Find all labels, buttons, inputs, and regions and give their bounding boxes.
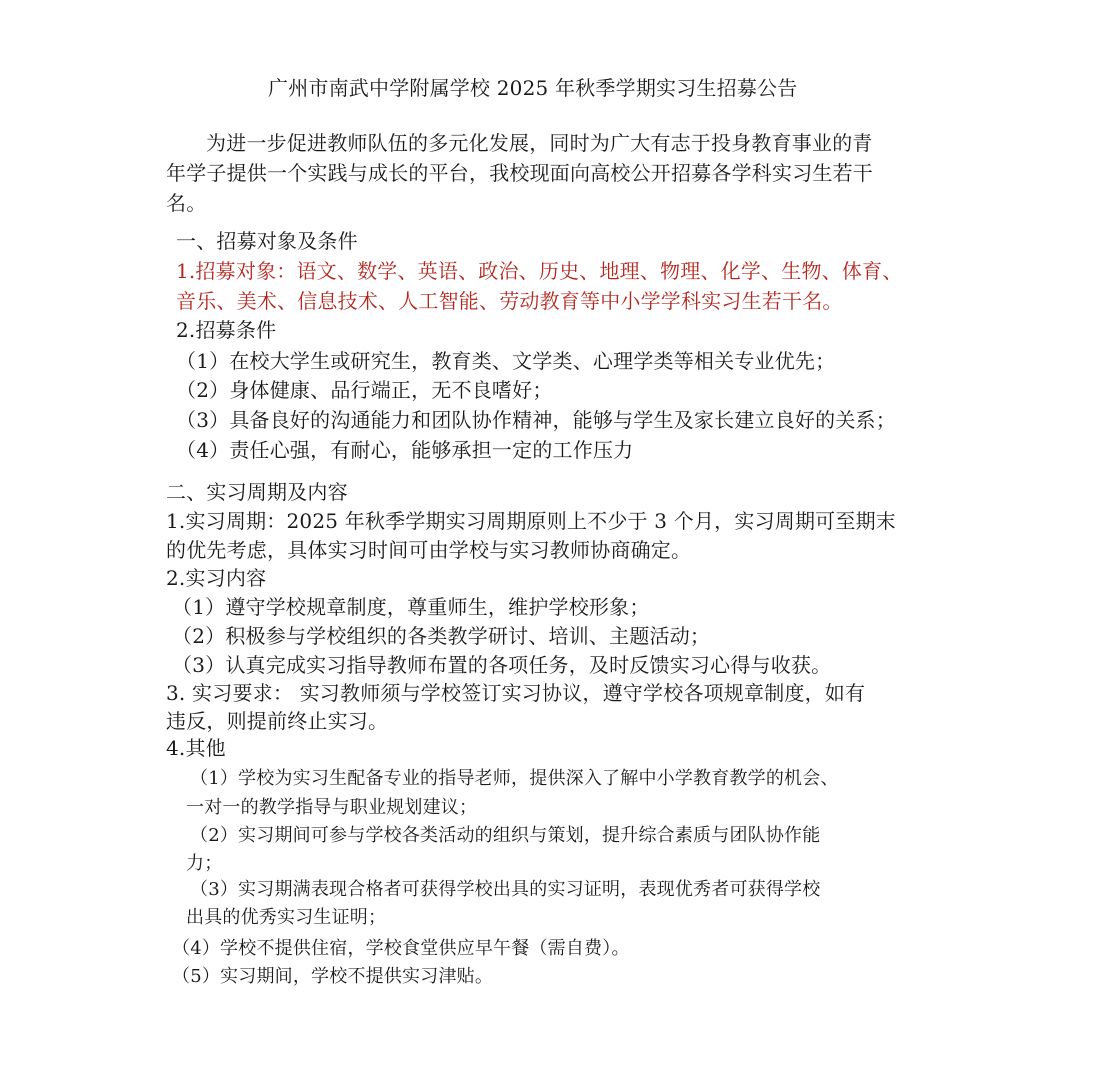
- other-item: （2）实习期间可参与学校各类活动的组织与策划，提升综合素质与团队协作能: [190, 825, 821, 846]
- recruit-target-line-1: 1.招募对象：语文、数学、英语、政治、历史、地理、物理、化学、生物、体育、: [176, 259, 903, 283]
- condition-item: （2）身体健康、品行端正，无不良嗜好；: [176, 378, 553, 402]
- conditions-heading: 2.招募条件: [176, 318, 277, 342]
- condition-item: （1）在校大学生或研究生，教育类、文学类、心理学类等相关专业优先；: [176, 349, 836, 373]
- intro-line-2: 年学子提供一个实践与成长的平台，我校现面向高校公开招募各学科实习生若干: [166, 161, 873, 185]
- other-heading: 4.其他: [166, 736, 226, 760]
- page-title: 广州市南武中学附属学校 2025 年秋季学期实习生招募公告: [268, 76, 798, 100]
- requirements-line-2: 违反，则提前终止实习。: [166, 709, 389, 733]
- content-item: （2）积极参与学校组织的各类教学研讨、培训、主题活动；: [172, 624, 711, 648]
- other-item-cont: 出具的优秀实习生证明；: [186, 907, 387, 928]
- other-item: （4）学校不提供住宿，学校食堂供应早午餐（需自费）。: [172, 938, 630, 959]
- intro-line-3: 名。: [166, 191, 207, 215]
- other-item: （1）学校为实习生配备专业的指导老师，提供深入了解中小学教育教学的机会、: [190, 768, 839, 789]
- condition-item: （4）责任心强，有耐心，能够承担一定的工作压力: [176, 438, 634, 462]
- period-line-2: 的优先考虑，具体实习时间可由学校与实习教师协商确定。: [166, 538, 692, 562]
- recruit-target-line-2: 音乐、美术、信息技术、人工智能、劳动教育等中小学学科实习生若干名。: [176, 289, 843, 313]
- section-1-heading: 一、招募对象及条件: [176, 229, 358, 253]
- content-item: （3）认真完成实习指导教师布置的各项任务，及时反馈实习心得与收获。: [172, 653, 832, 677]
- other-item: （3）实习期满表现合格者可获得学校出具的实习证明，表现优秀者可获得学校: [190, 879, 821, 900]
- content-item: （1）遵守学校规章制度，尊重师生，维护学校形象；: [172, 595, 650, 619]
- condition-item: （3）具备良好的沟通能力和团队协作精神，能够与学生及家长建立良好的关系；: [176, 408, 896, 432]
- other-item-cont: 力；: [186, 853, 223, 874]
- other-item: （5）实习期间，学校不提供实习津贴。: [172, 966, 494, 987]
- requirements-line-1: 3. 实习要求： 实习教师须与学校签订实习协议，遵守学校各项规章制度，如有: [166, 681, 866, 705]
- content-heading: 2.实习内容: [166, 566, 267, 590]
- section-2-heading: 二、实习周期及内容: [166, 480, 348, 504]
- other-item-cont: 一对一的教学指导与职业规划建议；: [186, 797, 478, 818]
- period-line-1: 1.实习周期：2025 年秋季学期实习周期原则上不少于 3 个月，实习周期可至期末: [166, 509, 896, 533]
- intro-line-1: 为进一步促进教师队伍的多元化发展，同时为广大有志于投身教育事业的青: [206, 131, 873, 155]
